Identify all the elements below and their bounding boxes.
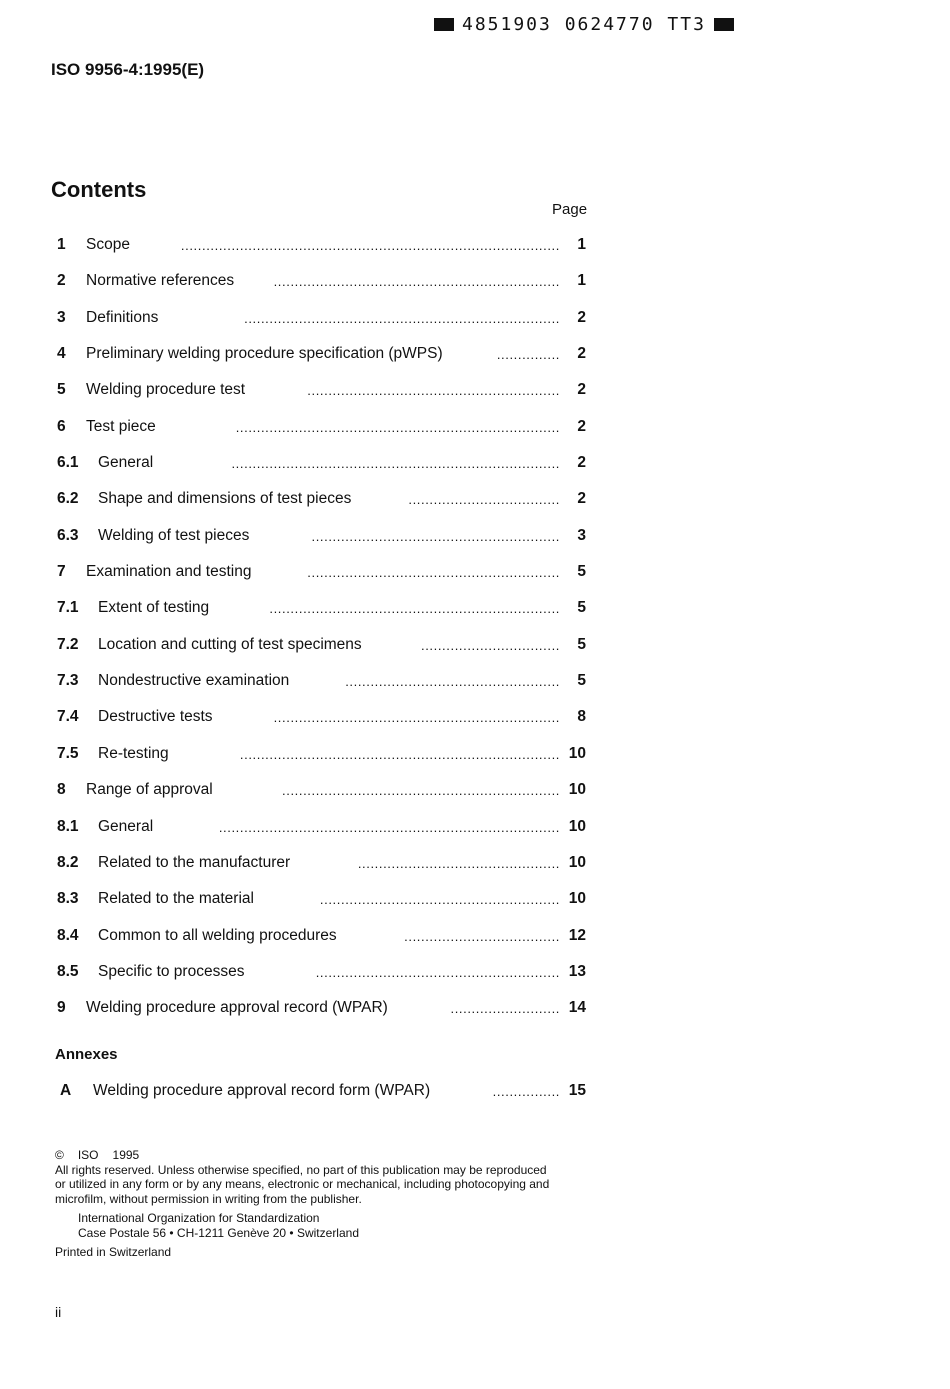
toc-entry-1[interactable] — [0, 226, 950, 262]
toc-entry-leader: .................................................................. — [282, 783, 560, 799]
toc-entry-9[interactable] — [0, 989, 950, 1025]
toc-entry-title: Normative references — [86, 272, 235, 290]
toc-entry-title: Preliminary welding procedure specification (pWPS) — [86, 345, 443, 363]
annexes-heading: Annexes — [55, 1046, 118, 1063]
document-id: ISO 9956-4:1995(E) — [51, 60, 205, 79]
toc-entry-number: 6 — [57, 417, 66, 435]
toc-entry-title: Destructive tests — [98, 708, 213, 726]
rights-text-line-2: or utilized in any form or by any means, electronic or mechanical, including photocopying and — [55, 1177, 550, 1191]
printed-in: Printed in Switzerland — [55, 1245, 172, 1259]
toc-entry-page: 5 — [577, 563, 586, 581]
toc-entry-title: General — [98, 817, 154, 835]
toc-entry-number: 5 — [57, 381, 66, 399]
toc-entry-3[interactable] — [0, 299, 950, 335]
toc-entry-leader: ..................................................................... — [269, 601, 560, 617]
toc-entry-leader: ................................. — [421, 637, 560, 653]
barcode-block-left — [434, 18, 454, 31]
toc-entry-title: Location and cutting of test specimens — [98, 635, 362, 653]
barcode-text: 4851903 0624770 TT3 — [462, 14, 706, 35]
toc-entry-page: 5 — [577, 635, 586, 653]
toc-entry-number: 6.2 — [57, 490, 79, 508]
copyright-symbol: © — [55, 1148, 64, 1162]
toc-entry-title: Related to the manufacturer — [98, 853, 291, 871]
toc-entry-leader: ..................................... — [404, 928, 560, 944]
toc-entry-7-4[interactable] — [0, 698, 950, 734]
toc-entry-page: 2 — [577, 345, 586, 363]
toc-entry-leader: ........................................................... — [311, 528, 560, 544]
copyright-year: 1995 — [112, 1148, 140, 1162]
toc-entry-page: 5 — [577, 672, 586, 690]
toc-entry-annex-a[interactable] — [0, 1072, 950, 1108]
toc-entry-number: 8.5 — [57, 962, 79, 980]
toc-entry-page: 10 — [568, 890, 586, 908]
toc-entry-number: 8.2 — [57, 853, 79, 871]
organization-name: International Organization for Standardization — [78, 1211, 320, 1225]
toc-entry-leader: ................................................ — [357, 855, 560, 871]
copyright-holder: ISO — [77, 1148, 99, 1162]
toc-entry-5[interactable] — [0, 371, 950, 407]
rights-text-line-1: All rights reserved. Unless otherwise specified, no part of this publication may be reproduced — [55, 1162, 547, 1177]
toc-entry-page: 3 — [577, 526, 586, 544]
toc-entry-number: 7.3 — [57, 672, 79, 690]
toc-entry-8-1[interactable] — [0, 808, 950, 844]
toc-entry-6-1[interactable] — [0, 444, 950, 480]
toc-entry-7-5[interactable] — [0, 735, 950, 771]
toc-entry-number: 8.1 — [57, 817, 79, 835]
toc-entry-8-2[interactable] — [0, 844, 950, 880]
toc-entry-number: 8 — [57, 781, 66, 799]
toc-entry-page: 15 — [568, 1082, 586, 1099]
toc-entry-number: 8.3 — [57, 890, 79, 908]
rights-text-line-3: microfilm, without permission in writing from the publisher. — [55, 1191, 362, 1206]
toc-entry-2[interactable] — [0, 262, 950, 298]
toc-entry-leader: ............... — [496, 347, 560, 363]
toc-entry-7-1[interactable] — [0, 589, 950, 625]
toc-entry-leader: ................ — [492, 1084, 560, 1099]
toc-entry-title: Nondestructive examination — [98, 672, 290, 690]
toc-entry-8-4[interactable] — [0, 917, 950, 953]
toc-entry-number: 6.3 — [57, 526, 79, 544]
toc-entry-number: 7.5 — [57, 744, 79, 762]
toc-entry-number: A — [60, 1082, 72, 1099]
toc-entry-4[interactable] — [0, 335, 950, 371]
toc-entry-number: 2 — [57, 272, 66, 290]
toc-entry-page: 14 — [568, 999, 586, 1017]
toc-entry-title: General — [98, 454, 154, 472]
page-number: ii — [55, 1304, 62, 1320]
toc-entry-page: 13 — [568, 962, 586, 980]
toc-entry-leader: ............................................................................ — [239, 746, 560, 762]
toc-entry-title: Definitions — [86, 308, 159, 326]
toc-entry-number: 7.1 — [57, 599, 79, 617]
toc-entry-leader: .......................................................... — [315, 964, 560, 980]
toc-entry-6-2[interactable] — [0, 480, 950, 516]
toc-entry-title: Re-testing — [98, 744, 169, 762]
toc-entry-number: 6.1 — [57, 454, 79, 472]
toc-entry-number: 4 — [57, 345, 66, 363]
toc-entry-page: 10 — [568, 853, 586, 871]
toc-entry-6-3[interactable] — [0, 517, 950, 553]
toc-entry-leader: ............................................................................. — [235, 419, 560, 435]
toc-entry-page: 1 — [577, 272, 586, 290]
toc-entry-page: 10 — [568, 817, 586, 835]
toc-entry-title: Scope — [86, 236, 130, 253]
toc-entry-title: Welding of test pieces — [98, 526, 250, 544]
toc-entry-7-3[interactable] — [0, 662, 950, 698]
organization-address: Case Postale 56 • CH-1211 Genève 20 • Switzerland — [78, 1225, 359, 1240]
toc-entry-title: Welding procedure approval record (WPAR) — [86, 999, 388, 1017]
toc-entry-title: Related to the material — [98, 890, 254, 908]
toc-entry-leader: .................................... — [408, 492, 560, 508]
toc-entry-page: 8 — [577, 708, 586, 726]
toc-entry-page: 2 — [577, 308, 586, 326]
toc-entry-page: 2 — [577, 381, 586, 399]
toc-entry-leader: .......................... — [450, 1001, 560, 1017]
toc-entry-leader: .............................................................................. — [231, 456, 560, 472]
toc-entry-leader: ........................................................................... — [244, 310, 560, 326]
toc-entry-6[interactable] — [0, 408, 950, 444]
toc-entry-number: 7 — [57, 563, 66, 581]
toc-entry-title: Test piece — [86, 417, 156, 435]
toc-entry-page: 2 — [577, 454, 586, 472]
toc-entry-7[interactable] — [0, 553, 950, 589]
toc-entry-number: 3 — [57, 308, 66, 326]
table-of-contents — [0, 226, 950, 1026]
toc-entry-leader: .................................................................... — [273, 710, 560, 726]
toc-entry-page: 1 — [577, 236, 586, 253]
toc-entry-8-5[interactable] — [0, 953, 950, 989]
toc-entry-number: 9 — [57, 999, 66, 1017]
toc-entry-7-2[interactable] — [0, 626, 950, 662]
toc-entry-title: Specific to processes — [98, 962, 245, 980]
toc-entry-leader: .......................................................................................... — [180, 238, 560, 253]
toc-entry-leader: ............................................................ — [307, 383, 560, 399]
toc-entry-number: 8.4 — [57, 926, 79, 944]
toc-entry-leader: ............................................................ — [307, 565, 560, 581]
copyright-notice — [55, 1148, 595, 1260]
toc-entry-page: 12 — [568, 926, 586, 944]
page-title: Contents — [51, 177, 147, 202]
toc-entry-number: 7.4 — [57, 708, 79, 726]
toc-entry-page: 2 — [577, 417, 586, 435]
toc-entry-8-3[interactable] — [0, 880, 950, 916]
toc-entry-number: 1 — [57, 236, 66, 253]
toc-entry-title: Examination and testing — [86, 563, 252, 581]
toc-entry-page: 10 — [568, 781, 586, 799]
toc-entry-leader: .................................................................... — [273, 274, 560, 290]
toc-entry-page: 10 — [568, 744, 586, 762]
page-column-label: Page — [552, 201, 588, 218]
barcode-block-right — [714, 18, 734, 31]
toc-entry-leader: ................................................... — [345, 674, 560, 690]
toc-entry-title: Range of approval — [86, 781, 213, 799]
toc-entry-title: Shape and dimensions of test pieces — [98, 490, 352, 508]
toc-entry-title: Extent of testing — [98, 599, 210, 617]
toc-entry-leader: ......................................................... — [319, 892, 560, 908]
toc-entry-8[interactable] — [0, 771, 950, 807]
toc-entry-page: 5 — [577, 599, 586, 617]
toc-entry-page: 2 — [577, 490, 586, 508]
toc-entry-number: 7.2 — [57, 635, 79, 653]
toc-entry-leader: ................................................................................. — [218, 819, 560, 835]
toc-entry-title: Welding procedure test — [86, 381, 246, 399]
barcode-header — [434, 14, 734, 35]
toc-entry-title: Common to all welding procedures — [98, 926, 337, 944]
toc-entry-title: Welding procedure approval record form (WPAR) — [93, 1082, 431, 1099]
